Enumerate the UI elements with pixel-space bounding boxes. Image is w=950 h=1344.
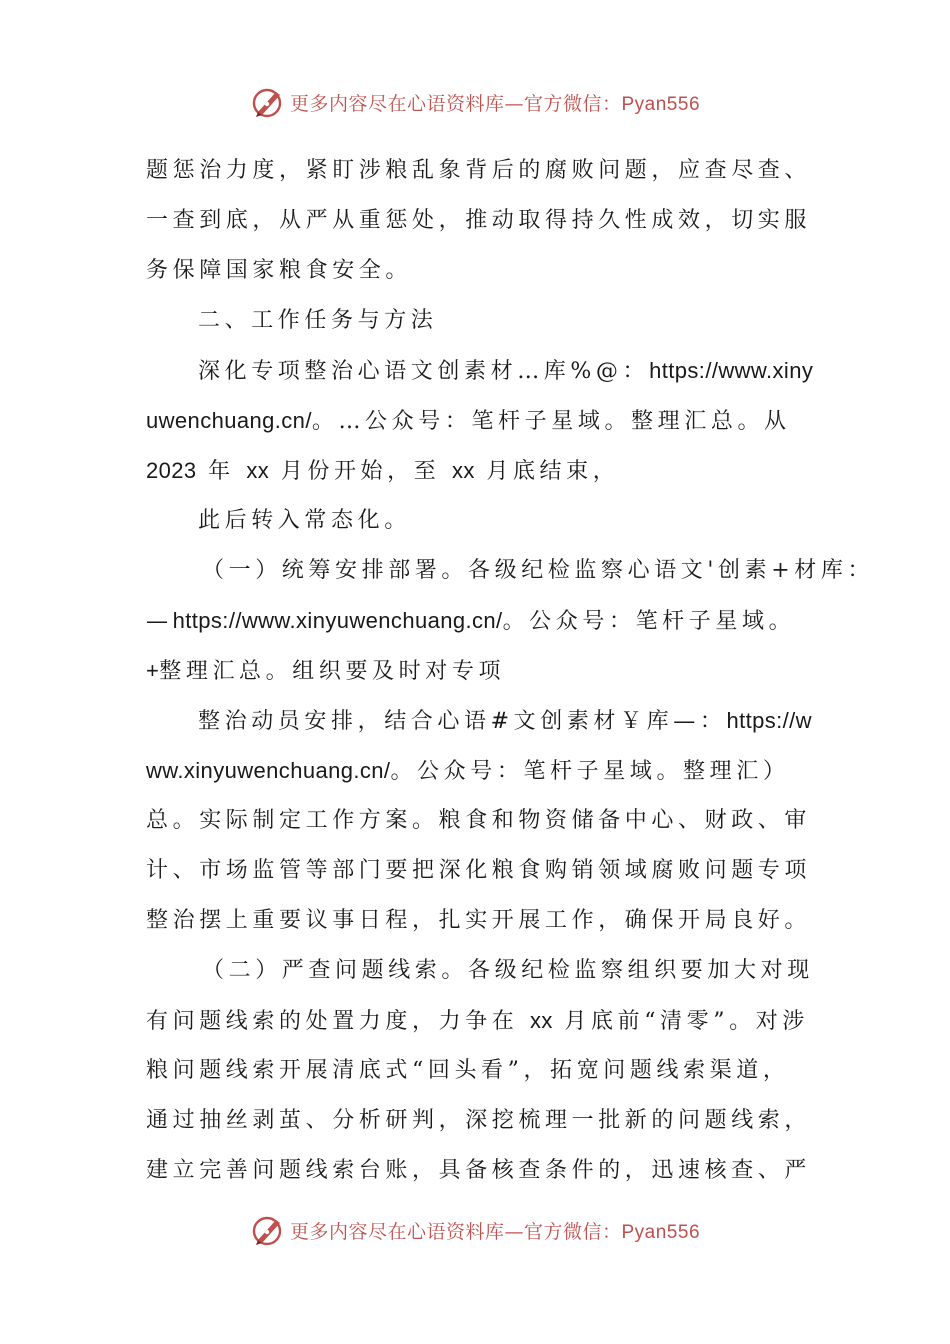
footer-banner xyxy=(0,1210,950,1250)
body-line-11: +整理汇总。组织要及时对专项 xyxy=(146,658,506,684)
footer-text: 更多内容尽在心语资料库—官方微信：Pyan556 xyxy=(289,1220,701,1243)
header-text: 更多内容尽在心语资料库—官方微信：Pyan556 xyxy=(289,92,701,115)
header-wechat-id: Pyan556 xyxy=(621,93,701,115)
body-line-12: 整治动员安排，结合心语#文创素材￥库—：https://w xyxy=(198,708,812,734)
header-banner xyxy=(0,82,950,122)
body-line-20: 通过抽丝剥茧、分析研判，深挖梳理一批新的问题线索， xyxy=(146,1108,812,1133)
section-heading: 二、工作任务与方法 xyxy=(198,308,438,333)
body-line-5: 深化专项整治心语文创素材…库%@：https://www.xiny xyxy=(198,358,814,384)
footer-wechat-id: Pyan556 xyxy=(621,1221,701,1243)
document-body xyxy=(146,146,875,1196)
body-line-7: 2023 年 xx 月份开始，至 xx 月底结束， xyxy=(146,458,620,484)
body-line-15: 计、市场监管等部门要把深化粮食购销领域腐败问题专项 xyxy=(146,858,812,883)
pen-logo-icon xyxy=(250,84,286,120)
body-line-16: 整治摆上重要议事日程，扎实开展工作，确保开局良好。 xyxy=(146,908,812,933)
pen-logo-icon xyxy=(250,1212,286,1248)
body-line-14: 总。实际制定工作方案。粮食和物资储备中心、财政、审 xyxy=(146,808,812,833)
body-line-18: 有问题线索的处置力度，力争在 xx 月底前“清零”。对涉 xyxy=(146,1008,809,1034)
body-line-19: 粮问题线索开展清底式“回头看”，拓宽问题线索渠道， xyxy=(146,1058,790,1083)
body-line-2: 一查到底，从严从重惩处，推动取得持久性成效，切实服 xyxy=(146,208,812,233)
subsection-2-heading: （二）严查问题线索。各级纪检监察组织要加大对现 xyxy=(202,958,814,983)
body-line-13: ww.xinyuwenchuang.cn/。公众号：笔杆子星域。整理汇） xyxy=(146,758,790,784)
subsection-1-heading: （一）统筹安排部署。各级纪检监察心语文'创素+材库： xyxy=(202,558,875,583)
body-line-6: uwenchuang.cn/。…公众号：笔杆子星域。整理汇总。从 xyxy=(146,408,791,434)
body-line-21: 建立完善问题线索台账，具备核查条件的，迅速核查、严 xyxy=(146,1158,812,1183)
body-line-3: 务保障国家粮食安全。 xyxy=(146,258,413,283)
body-line-8: 此后转入常态化。 xyxy=(198,508,411,533)
body-line-10: —https://www.xinyuwenchuang.cn/。公众号：笔杆子星域。 xyxy=(146,608,796,634)
body-line-1: 题惩治力度，紧盯涉粮乱象背后的腐败问题，应查尽查、 xyxy=(146,158,812,183)
